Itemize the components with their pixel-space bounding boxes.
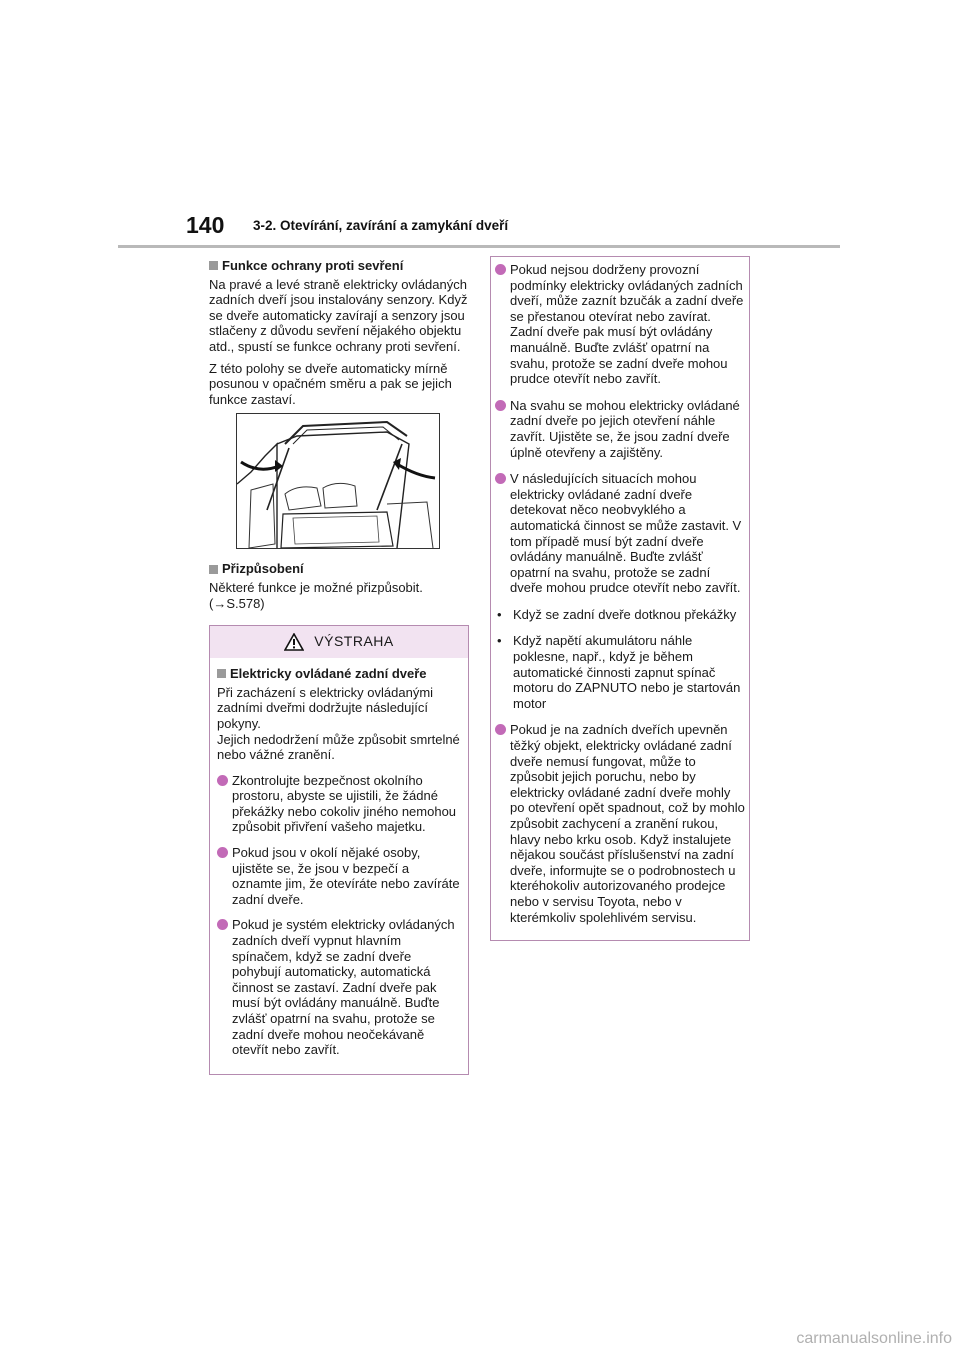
square-bullet-icon: [209, 261, 218, 270]
list-item-text: Na svahu se mohou elektricky ovládané zadní dveře po jejich otevření náhle zavřít. Ujistěte se, že jsou zadní dveře úplně otevřeny a zajištěny.: [510, 397, 740, 460]
small-bullet-icon: •: [497, 606, 502, 622]
warning-header: [210, 626, 468, 658]
heading-text: Elektricky ovládané zadní dveře: [230, 666, 427, 682]
tailgate-drawing: [237, 414, 439, 548]
paragraph-with-link: Některé funkce je možné přizpůsobit. (→S.578): [209, 579, 423, 611]
heading-text: Funkce ochrany proti sevření: [222, 258, 404, 273]
paragraph: Na pravé a levé straně elektricky ovládaných zadních dveří jsou instalovány senzory. Když se dveře automaticky zavírají a senzory jsou stlačeny z důvodu sevření nějakého objektu atd., spustí se funkce ochrany proti sevření.: [209, 276, 468, 354]
left-column: [209, 258, 469, 1075]
square-bullet-icon: [217, 669, 226, 678]
list-item-text: V následujících situacích mohou elektricky ovládané zadní dveře detekovat něco neobvyklého a automatická činnost se může zastavit. V tom případě musí být zadní dveře ovládány manuálně. Buďte zvlášť opatrní na svahu, protože se zadní dveře mohou prudce otevřít nebo zavřít.: [510, 471, 742, 596]
header-rule: [118, 245, 840, 248]
list-item: [217, 917, 461, 1057]
warning-continuation-box: [490, 256, 750, 941]
chapter-title: 3-2. Otevírání, zavírání a zamykání dveří: [253, 218, 509, 233]
list-item: [217, 773, 461, 835]
list-item-text: Zkontrolujte bezpečnost okolního prostoru, abyste se ujistili, že žádné překážky nebo cokoliv jiného nemohou způsobit přivření vašeho majetku.: [232, 772, 457, 835]
bullet-dot-icon: [495, 473, 506, 484]
section-heading-pinch-protection: [209, 258, 469, 274]
watermark: carmanualsonline.info: [796, 1330, 952, 1347]
bullet-dot-icon: [217, 919, 228, 930]
list-item-text: Pokud nejsou dodrženy provozní podmínky elektricky ovládaných zadních dveří, může zaznít bzučák a zadní dveře se přestanou otevírat nebo zavírat. Zadní dveře pak musí být ovládány manuálně. Buďte zvlášť opatrní na svahu, protože se zadní dveře mohou prudce otevřít nebo zavřít.: [510, 262, 744, 387]
list-item-text: Pokud jsou v okolí nějaké osoby, ujistěte se, že jsou v bezpečí a oznamte jim, že otevíráte nebo zavíráte zadní dveře.: [232, 845, 460, 907]
list-item-text: Pokud je systém elektricky ovládaných zadních dveří vypnut hlavním spínačem, když se zadní dveře pohybují automaticky, automatická činnost se zastaví. Zadní dveře pak musí být ovládány manuálně. Buďte zvlášť opatrní na svahu, protože se zadní dveře mohou neočekávaně otevřít nebo zavřít.: [232, 917, 455, 1058]
paragraph: Z této polohy se dveře automaticky mírně posunou v opačném směru a pak se jejich funkce zastaví.: [209, 360, 452, 407]
warning-label: VÝSTRAHA: [314, 633, 394, 650]
list-item-text: Když se zadní dveře dotknou překážky: [513, 606, 737, 622]
bullet-dot-icon: [217, 775, 228, 786]
heading-text: Přizpůsobení: [222, 561, 304, 577]
tailgate-illustration: [236, 413, 440, 549]
warning-triangle-icon: [284, 633, 304, 651]
warning-intro: Při zacházení s elektricky ovládanými zadními dveřmi dodržujte následující pokyny.: [217, 684, 434, 731]
list-item: [495, 471, 745, 596]
small-bullet-icon: •: [497, 633, 502, 649]
warning-intro-2: Jejich nedodržení může způsobit smrtelné nebo vážné zranění.: [217, 731, 460, 763]
section-heading-customization: [209, 561, 469, 577]
bullet-dot-icon: [495, 264, 506, 275]
page-number: 140: [186, 212, 225, 238]
list-item-text: Pokud je na zadních dveřích upevněn těžký objekt, elektricky ovládané zadní dveře nemusí fungovat, může to způsobit jejich poruchu, nebo by elektricky ovládané zadní dveře mohly po otevření opět spadnout, což by mohlo způsobit zachycení a zranění rukou, hlavy nebo krku osob. Když instalujete nějakou součást příslušenství na zadní dveře, informujte se o podrobnostech u kteréhokoliv autorizovaného prodejce nebo v servisu Toyota, nebo v kterémkoliv spolehlivém servisu.: [510, 722, 745, 925]
bullet-dot-icon: [495, 400, 506, 411]
bullet-dot-icon: [217, 847, 228, 858]
warning-title: [217, 666, 461, 682]
list-item-text: Když napětí akumulátoru náhle poklesne, např., když je během automatické činnosti zapnut spínač motoru do ZAPNUTO nebo je startován motor: [513, 633, 741, 711]
list-item: [217, 845, 461, 907]
sub-list-item: [495, 633, 745, 711]
warning-box: [209, 625, 469, 1075]
sub-list-item: [495, 607, 745, 623]
square-bullet-icon: [209, 565, 218, 574]
list-item: [495, 398, 745, 460]
bullet-dot-icon: [495, 724, 506, 735]
list-item: [495, 722, 745, 925]
list-item: [495, 262, 745, 387]
